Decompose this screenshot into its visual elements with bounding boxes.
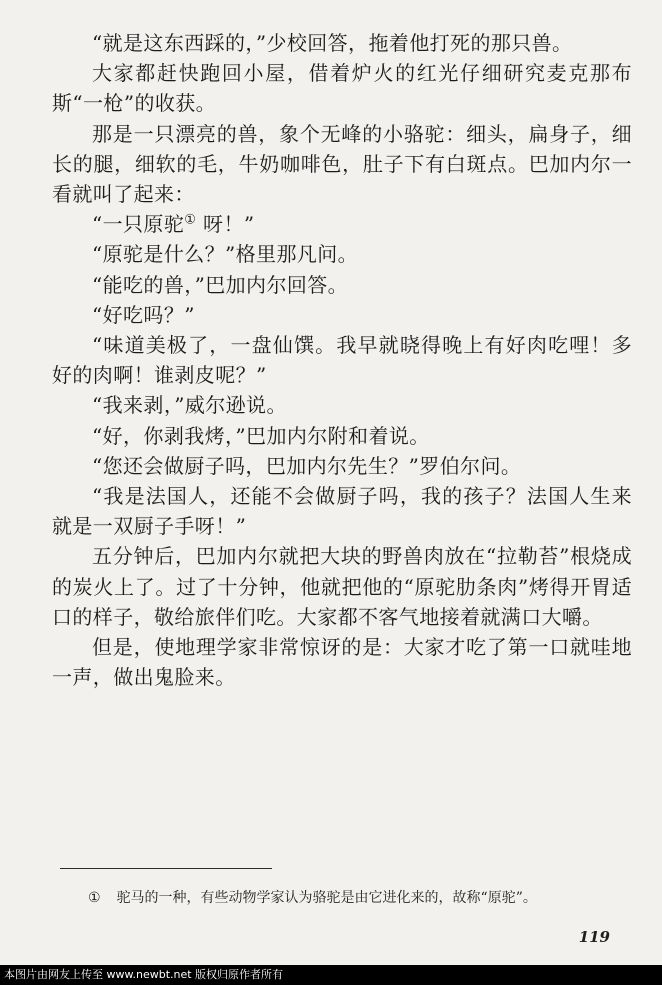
paragraph-4 <box>52 209 632 239</box>
paragraph-4-text: “一只原驼 <box>92 212 185 237</box>
footnote-reference: ① <box>184 212 197 228</box>
footnote-text: 驼马的一种，有些动物学家认为骆驼是由它进化来的，故称“原驼”。 <box>116 890 537 906</box>
paragraph-11: “您还会做厨子吗，巴加内尔先生？”罗伯尔问。 <box>92 453 522 478</box>
paragraph-1: “就是这东西踩的，”少校回答，拖着他打死的那只兽。 <box>92 31 573 55</box>
paragraph-13: 五分钟后，巴加内尔就把大块的野兽肉放在“拉勒苔”根烧成的炭火上了。过了十分钟，他就把他的“原驼肋条肉”烤得开胃适口的样子，敬给旅伴们吃。大家都不客气地接着就满口大嚼。 <box>52 544 632 629</box>
paragraph-5: “原驼是什么？”格里那凡问。 <box>92 242 359 267</box>
paragraph-6: “能吃的兽，”巴加内尔回答。 <box>92 272 349 297</box>
footnote-mark: ① <box>88 890 101 906</box>
footnote-divider <box>60 868 272 869</box>
paragraph-4-tail: 呀！” <box>196 212 255 237</box>
body-text <box>52 28 632 692</box>
paragraph-3: 那是一只漂亮的兽，象个无峰的小骆驼：细头，扁身子，细长的腿，细软的毛，牛奶咖啡色，肚子下有白斑点。巴加内尔一看就叫了起来： <box>52 121 632 207</box>
footnote <box>88 888 628 908</box>
paragraph-12: “我是法国人，还能不会做厨子吗，我的孩子？法国人生来就是一双厨子手呀！” <box>52 484 632 539</box>
paragraph-7: “好吃吗？” <box>92 302 195 327</box>
watermark-bar: 本图片由网友上传至 www.newbt.net 版权归原作者所有 <box>0 965 662 985</box>
paragraph-2: 大家都赶快跑回小屋，借着炉火的红光仔细研究麦克那布斯“一枪”的收获。 <box>52 61 632 116</box>
page-number: 119 <box>578 928 610 946</box>
paragraph-14: 但是，使地理学家非常惊讶的是：大家才吃了第一口就哇地一声，做出鬼脸来。 <box>52 635 632 690</box>
paragraph-9: “我来剥，”威尔逊说。 <box>92 393 287 418</box>
paragraph-10: “好，你剥我烤，”巴加内尔附和着说。 <box>92 423 430 448</box>
paragraph-8: “味道美极了，一盘仙馔。我早就晓得晚上有好肉吃哩！多好的肉啊！谁剥皮呢？” <box>52 333 632 388</box>
